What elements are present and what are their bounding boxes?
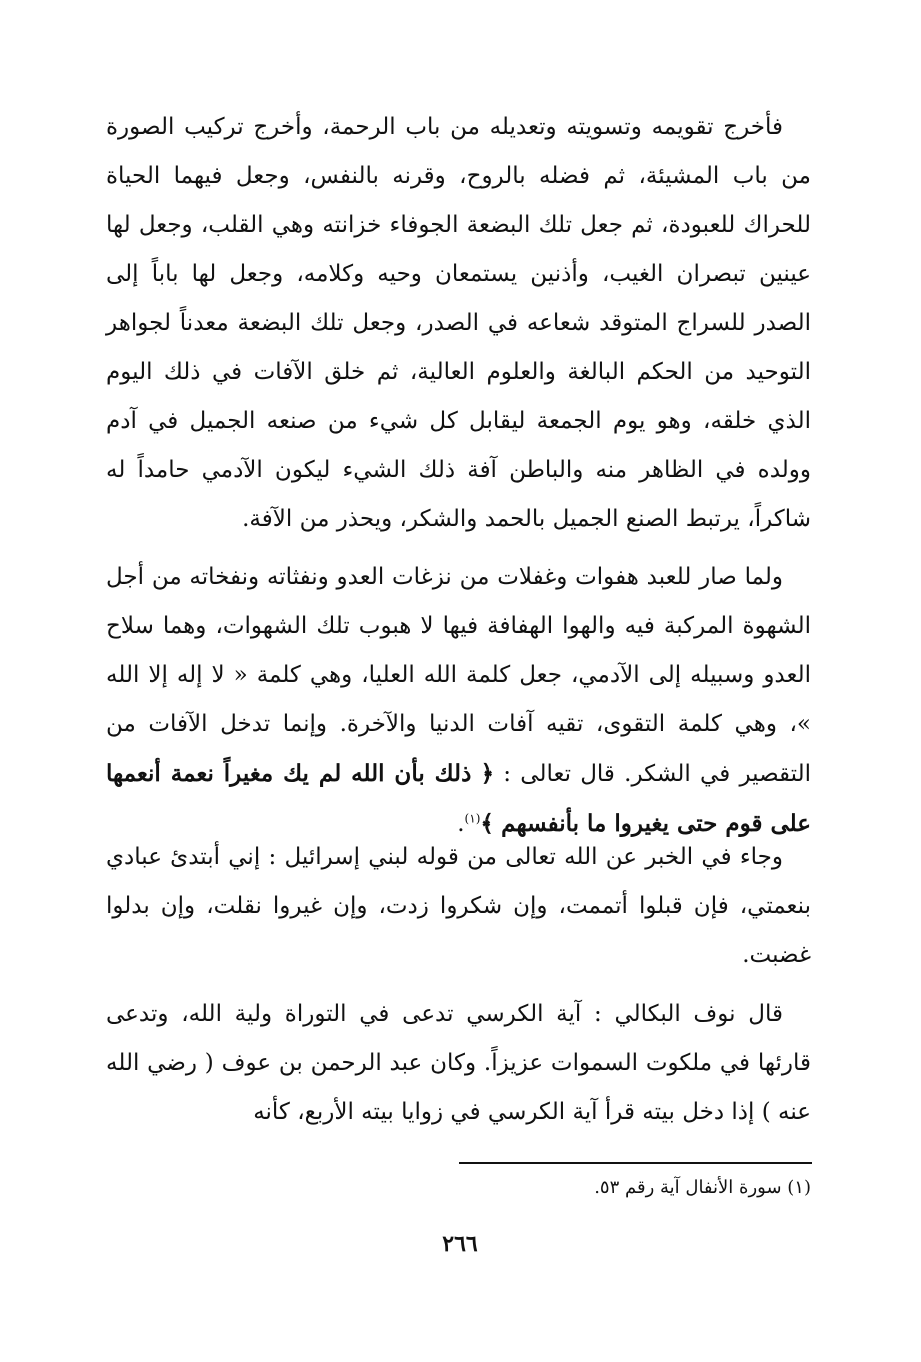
footnote-reference: (١) xyxy=(464,811,481,826)
quran-close-bracket: ﴾ xyxy=(480,810,494,837)
paragraph-2-text: ولما صار للعبد هفوات وغفلات من نزغات العدو ونفثاته ونفخاته من أجل الشهوة المركبة فيه والهوا الهفافة فيها لا هبوب تلك الشهوات، وهما سلاح العدو وسبيله إلى الآدمي، جعل كلمة الله العليا، وهي كلمة « لا إله إلا الله »، وهي كلمة التقوى، تقيه آفات الدنيا والآخرة. وإنما تدخل الآفات من التقصير في الشكر. قال تعالى : xyxy=(106,564,811,787)
paragraph-3 xyxy=(106,833,811,980)
paragraph-1 xyxy=(106,103,811,544)
quran-verse: ذلك بأن الله لم يك مغيراً نعمة أنعمها على قوم حتى يغيروا ما بأنفسهم xyxy=(106,760,811,837)
paragraph-3-text: وجاء في الخبر عن الله تعالى من قوله لبني إسرائيل : إني أبتدئ عبادي بنعمتي، فإن قبلوا أتممت، وإن شكروا زدت، وإن غيروا نقلت، وإن بدلوا غضبت. xyxy=(106,844,811,968)
footnote: (١) سورة الأنفال آية رقم ٥٣. xyxy=(594,1177,811,1198)
page-number: ٢٦٦ xyxy=(442,1231,478,1257)
paragraph-2: ولما صار للعبد هفوات وغفلات من نزغات العدو ونفثاته ونفخاته من أجل الشهوة المركبة فيه والهوا الهفافة فيها لا هبوب تلك الشهوات، وهما سلاح العدو وسبيله إلى الآدمي، جعل كلمة الله العليا، وهي كلمة « لا إله إلا الله »، وهي كلمة التقوى، تقيه آفات الدنيا والآخرة. وإنما تدخل الآفات من التقصير في الشكر. قال تعالى : ﴿ ذلك بأن الله لم يك مغيراً نعمة أنعمها على قوم حتى يغيروا ما بأنفسهم ﴾$^{(١)}$. xyxy=(106,564,811,837)
paragraph-1-text: فأخرج تقويمه وتسويته وتعديله من باب الرحمة، وأخرج تركيب الصورة من باب المشيئة، ثم فضله بالروح، وقرنه بالنفس، وجعل فيهما الحياة للحراك للعبودة، ثم جعل تلك البضعة الجوفاء خزانته وهي القلب، وجعل لها عينين تبصران الغيب، وأذنين يستمعان وحيه وكلامه، وجعل لها باباً إلى الصدر للسراج المتوقد شعاعه في الصدر، وجعل تلك البضعة معدناً لجواهر التوحيد من الحكم البالغة والعلوم العالية، ثم خلق الآفات في ذلك اليوم الذي خلقه، وهو يوم الجمعة ليقابل كل شيء من صنعه الجميل في آدم وولده في الظاهر منه والباطن آفة ذلك الشيء ليكون الآدمي حامداً له شاكراً، يرتبط الصنع الجميل بالحمد والشكر، ويحذر من الآفة. xyxy=(106,114,811,532)
paragraph-4-text: قال نوف البكالي : آية الكرسي تدعى في التوراة ولية الله، وتدعى قارئها في ملكوت السموات عزيزاً. وكان عبد الرحمن بن عوف ( رضي الله عنه ) إذا دخل بيته قرأ آية الكرسي في زوايا بيته الأربع، كأنه xyxy=(106,1001,811,1125)
paragraph-4 xyxy=(106,990,811,1137)
footnote-divider xyxy=(459,1162,812,1164)
quran-open-bracket: ﴿ xyxy=(480,760,495,787)
